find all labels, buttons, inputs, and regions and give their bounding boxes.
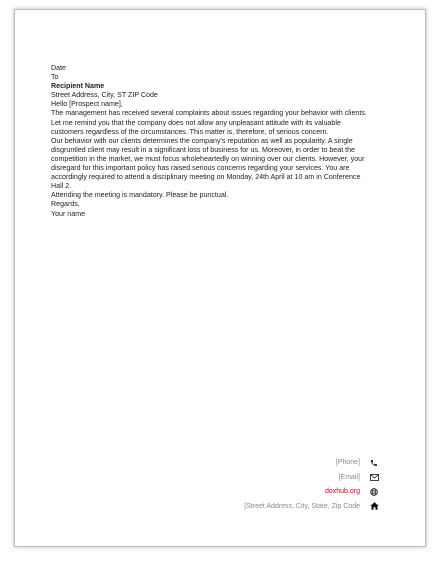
greeting: Hello [Prospect name], (51, 100, 123, 109)
contact-email: [Email] (338, 473, 360, 481)
globe-icon (369, 487, 379, 497)
contact-email-row (244, 474, 379, 481)
to-label: To (51, 73, 59, 82)
recipient-name: Recipient Name (51, 82, 105, 91)
contact-phone-row (244, 459, 379, 466)
date-label: Date (51, 64, 66, 72)
contact-address-row (244, 503, 379, 510)
phone-icon (369, 458, 379, 468)
contact-website[interactable]: doxhub.org (324, 488, 360, 495)
contact-address: [Street Address, City, State, Zip Code (244, 502, 360, 510)
home-icon (369, 501, 379, 511)
envelope-icon (369, 472, 379, 482)
contact-block (244, 459, 379, 517)
body-paragraph: Our behavior with our clients determines the company's reputation as well as popularity. A single disgruntled client may result in a significant loss of business for us. Moreover, in order to beat the competition in the market, we must focus wholeheartedly on winning over our clients. However, your disregard for this important policy has raised serious concerns regarding your services. You are accordingly required to attend a disciplinary meeting on Monday, 24th April at 10 am in Conference Hall 2. (51, 136, 365, 191)
body-paragraph: Attending the meeting is mandatory. Please be punctual. (51, 191, 229, 200)
signature: Your name (51, 209, 86, 218)
closing: Regards, (51, 200, 80, 209)
letter-body (51, 64, 369, 219)
contact-website-row (244, 488, 379, 495)
letter-page (14, 9, 426, 547)
body-paragraph: The management has received several complaints about issues regarding your behavior with clients. Let me remind you that the company does not allow any unpleasant attitude with its valuable customers regardless of the circumstances. This matter is, therefore, of serious concern. (51, 109, 367, 136)
contact-phone: [Phone] (335, 459, 360, 466)
recipient-address: Street Address, City, ST ZIP Code (51, 91, 158, 100)
